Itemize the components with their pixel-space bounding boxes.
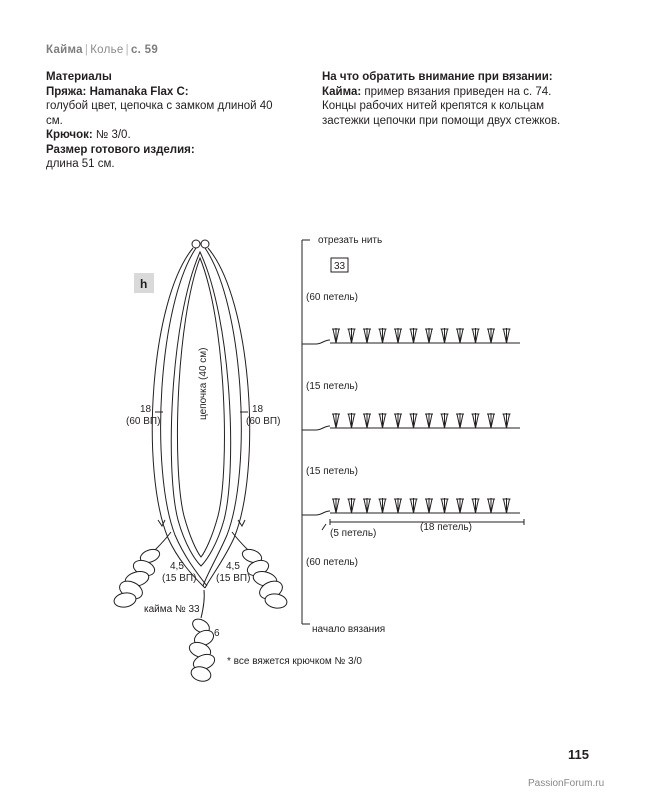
- right-length: 18: [252, 404, 264, 415]
- stitch-fan: [503, 413, 511, 428]
- notes-text-2: застежки цепочки при помощи двух стежков.: [322, 114, 561, 127]
- row-turn-3: [302, 511, 330, 515]
- stitch-fan: [487, 328, 495, 343]
- row-turn-1: [302, 340, 330, 344]
- size-label: Размер готового изделия:: [46, 143, 195, 156]
- stitch-fan: [472, 413, 480, 428]
- flower-fringe-left: [113, 547, 161, 609]
- header-item: Колье: [90, 44, 124, 56]
- start-label: начало вязания: [312, 624, 386, 635]
- cut-thread-label: отрезать нить: [318, 235, 383, 246]
- stitch-fan: [456, 498, 464, 513]
- diagram-note: * все вяжется крючком № 3/0: [227, 656, 362, 667]
- stitch-fan: [363, 498, 371, 513]
- stitch-fan: [379, 328, 387, 343]
- stitch-fan: [410, 328, 418, 343]
- size-value: длина 51 см.: [46, 158, 115, 170]
- kaima-number: кайма № 33: [144, 604, 200, 615]
- stitch-fan: [363, 328, 371, 343]
- stitch-fan: [348, 498, 356, 513]
- stitch-fan: [410, 498, 418, 513]
- kaima-text: пример вязания приведен на с. 74.: [364, 85, 552, 98]
- stitch-fan: [394, 328, 402, 343]
- arrow-5-loops: [322, 524, 326, 530]
- stitch-fan: [456, 413, 464, 428]
- stitch-fan: [332, 328, 340, 343]
- loops-60-top: (60 петель): [306, 292, 358, 303]
- small-left-length: 4,5: [170, 561, 184, 572]
- loops-15-a: (15 петель): [306, 381, 358, 392]
- loops-18: (18 петель): [420, 522, 472, 533]
- yarn-label: Пряжа: Hamanaka Flax C:: [46, 85, 189, 98]
- row-turn-2: [302, 426, 330, 430]
- small-right-length: 4,5: [226, 561, 240, 572]
- stitch-fan: [472, 328, 480, 343]
- diagram-badge-letter: h: [140, 277, 148, 291]
- loops-5: (5 петель): [330, 528, 377, 539]
- stitch-fan: [332, 498, 340, 513]
- hook-value: № 3/0.: [95, 129, 131, 141]
- left-length: 18: [140, 404, 152, 415]
- left-branch: [155, 532, 171, 550]
- clasp-ring-right: [201, 240, 209, 248]
- stitch-fan: [348, 413, 356, 428]
- loops-15-b: (15 петель): [306, 466, 358, 477]
- stitch-fan: [456, 328, 464, 343]
- stitch-fan: [503, 498, 511, 513]
- stitch-fan: [487, 498, 495, 513]
- stitch-fan: [348, 328, 356, 343]
- stitch-fan: [425, 413, 433, 428]
- loops-60-bottom: (60 петель): [306, 557, 358, 568]
- header-page-ref: с. 59: [130, 44, 159, 56]
- clasp-ring-left: [192, 240, 200, 248]
- materials-title: Материалы: [46, 71, 112, 83]
- stitch-fan: [410, 413, 418, 428]
- stitch-fan: [472, 498, 480, 513]
- hook-label: Крючок:: [46, 129, 93, 141]
- stitch-fan: [441, 328, 449, 343]
- chain-label: цепочка (40 см): [198, 347, 209, 420]
- bottom-branch: [201, 590, 204, 618]
- yarn-text: голубой цвет, цепочка с замком длиной 40 см.: [46, 100, 273, 127]
- notes-text-1: Концы рабочих нитей крепятся к кольцам: [322, 100, 545, 112]
- page-number: 115: [568, 747, 589, 762]
- stitch-fan: [441, 413, 449, 428]
- flower-fringe-bottom: [187, 616, 216, 683]
- kaima-label: Кайма:: [322, 85, 362, 98]
- right-vp: (60 ВП): [246, 416, 281, 427]
- stitch-fan: [363, 413, 371, 428]
- small-right-vp: (15 ВП): [216, 573, 251, 584]
- pattern-number: 33: [334, 261, 346, 272]
- stitch-fan: [425, 498, 433, 513]
- stitch-fan: [503, 328, 511, 343]
- notes-title: На что обратить внимание при вязании:: [322, 71, 553, 83]
- stitch-fan: [425, 328, 433, 343]
- stitch-fan: [394, 413, 402, 428]
- small-left-vp: (15 ВП): [162, 573, 197, 584]
- header-section: Кайма: [46, 44, 83, 56]
- left-vp: (60 ВП): [126, 416, 161, 427]
- stitch-fan: [379, 413, 387, 428]
- right-branch: [232, 532, 248, 550]
- page-header: Кайма | Колье | с. 59: [46, 44, 159, 56]
- watermark: PassionForum.ru: [528, 778, 605, 789]
- stitch-fan: [441, 498, 449, 513]
- bottom-length: 6: [214, 628, 220, 639]
- stitch-fan: [394, 498, 402, 513]
- stitch-fan: [487, 413, 495, 428]
- stitch-fan: [379, 498, 387, 513]
- stitch-fan: [332, 413, 340, 428]
